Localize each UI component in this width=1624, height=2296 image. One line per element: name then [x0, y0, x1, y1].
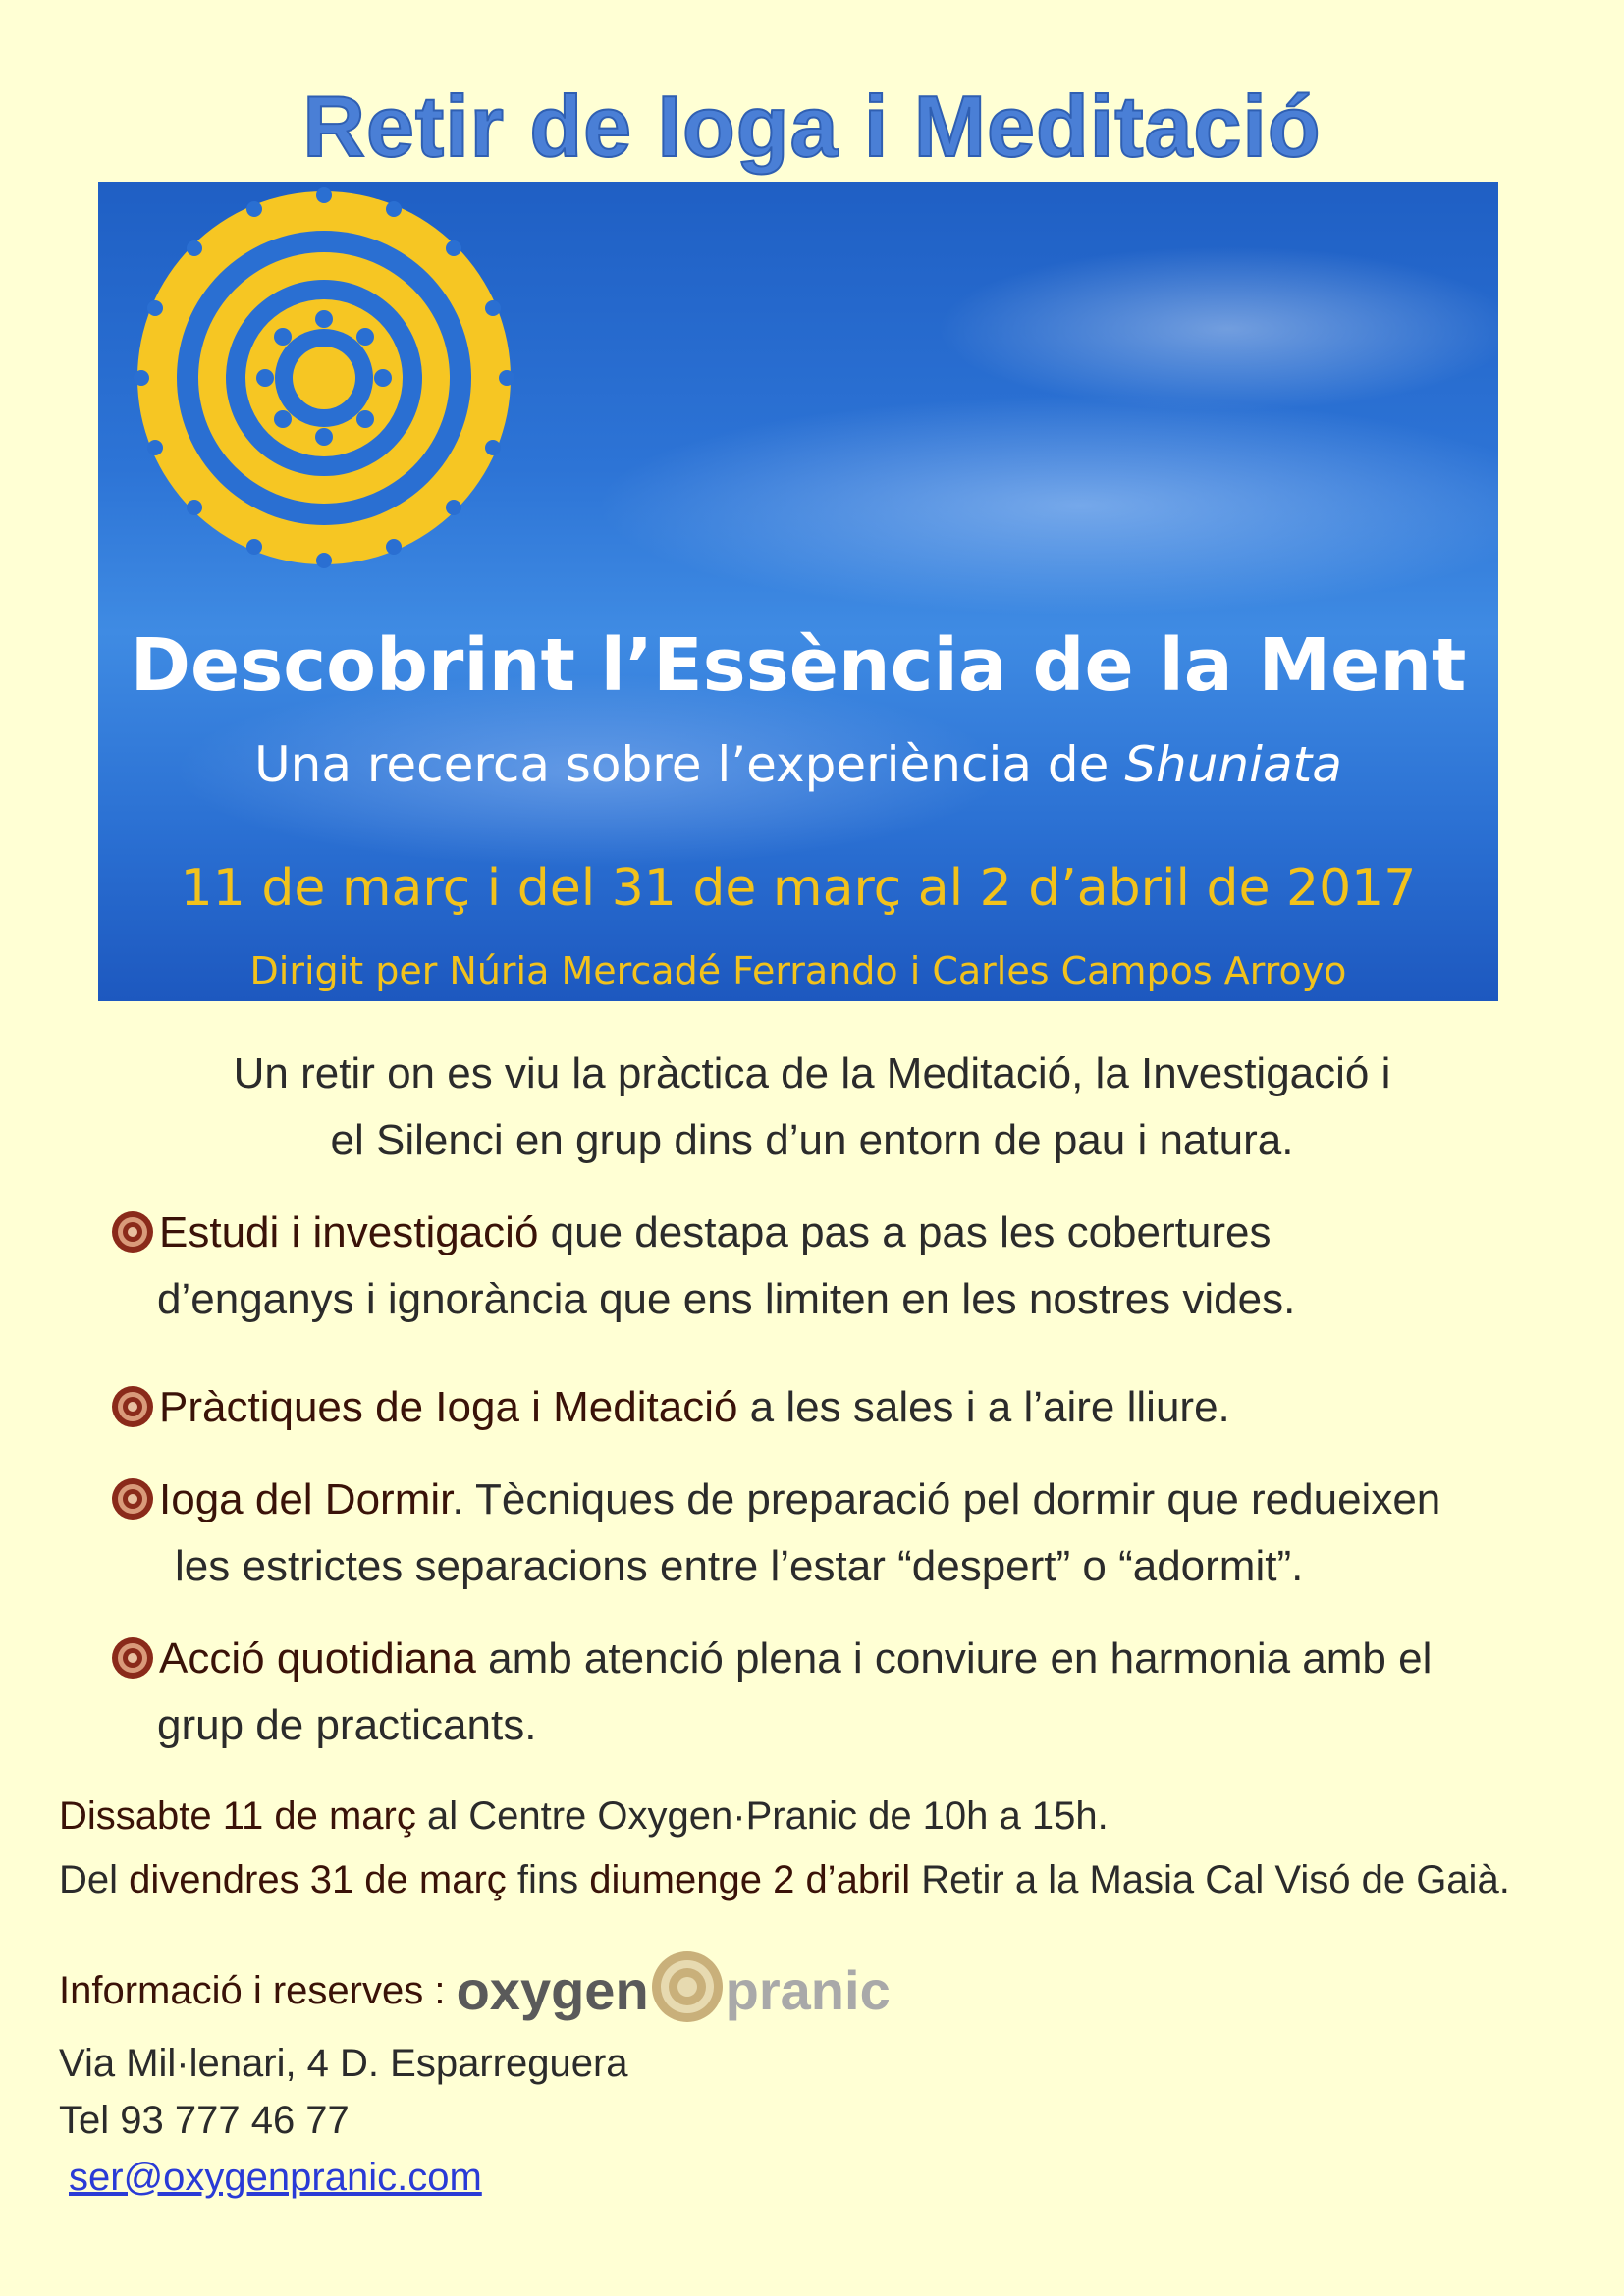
logo-oxygen-text: oxygen [456, 1959, 649, 2021]
oxygenpranic-logo [456, 1959, 891, 2021]
banner-dates: 11 de març i del 31 de març al 2 d’abril de 2017 [180, 859, 1417, 918]
bullet-item [110, 1626, 1563, 1759]
intro-paragraph [0, 1041, 1624, 1174]
mandala-bullet-icon [110, 1476, 155, 1522]
contact-address: Via Mil·lenari, 4 D. Esparreguera [59, 2042, 628, 2085]
schedule-text: Retir a la Masia Cal Visó de Gaià. [910, 1858, 1510, 1901]
banner-subtitle [98, 736, 1498, 793]
bullet-item [110, 1467, 1563, 1600]
logo-pranic-text: pranic [725, 1959, 891, 2021]
schedule-saturday [59, 1794, 1109, 1839]
bullet-text: les estrictes separacions entre l’estar “despert” o “adormit”. [175, 1542, 1304, 1590]
schedule-bold: divendres 31 de març [129, 1858, 507, 1901]
mandala-bullet-icon [110, 1635, 155, 1681]
bullet-text: grup de practicants. [157, 1701, 537, 1749]
email-text[interactable]: ser@oxygenpranic.com [69, 2156, 482, 2199]
schedule-text: al Centre Oxygen·Pranic de 10h a 15h. [415, 1794, 1109, 1838]
schedule-retreat [59, 1858, 1510, 1902]
bullet-text: a les sales i a l’aire lliure. [737, 1383, 1230, 1431]
bullet-text: que destapa pas a pas les cobertures [538, 1208, 1272, 1256]
bullet-item [110, 1200, 1563, 1333]
mandala-bullet-icon [110, 1209, 155, 1255]
schedule-text: Del [59, 1858, 130, 1901]
bullet-item [110, 1374, 1563, 1441]
bullet-text: amb atenció plena i conviure en harmonia amb el [475, 1634, 1433, 1682]
contact-email-link[interactable] [69, 2156, 482, 2200]
contact-header [59, 1949, 891, 2025]
banner-directed-by: Dirigit per Núria Mercadé Ferrando i Carles Campos Arroyo [249, 949, 1347, 992]
mandala-logo-icon [649, 1949, 726, 2025]
bullet-bold: Pràctiques de Ioga i Meditació [159, 1383, 738, 1431]
schedule-text: fins [506, 1858, 590, 1901]
contact-label: Informació i reserves : [59, 1969, 446, 2012]
intro-line: el Silenci en grup dins d’un entorn de pau i natura. [330, 1116, 1294, 1164]
banner-heading: Descobrint l’Essència de la Ment [130, 623, 1467, 708]
page-title: Retir de Ioga i Meditació [302, 78, 1322, 175]
bullet-bold: Acció quotidiana [159, 1634, 476, 1682]
bullet-bold: Ioga del Dormir [159, 1475, 453, 1523]
intro-line: Un retir on es viu la pràctica de la Meditació, la Investigació i [233, 1049, 1391, 1097]
bullet-text: . Tècniques de preparació pel dormir que redueixen [452, 1475, 1441, 1523]
banner-subtitle-text: Una recerca sobre l’experiència de [254, 736, 1125, 793]
schedule-bold: Dissabte 11 de març [59, 1794, 416, 1838]
mandala-icon [128, 182, 520, 574]
mandala-bullet-icon [110, 1384, 155, 1429]
contact-phone: Tel 93 777 46 77 [59, 2099, 350, 2142]
schedule-bold: diumenge 2 d’abril [589, 1858, 911, 1901]
bullet-text: d’enganys i ignorància que ens limiten en les nostres vides. [157, 1275, 1296, 1323]
banner-subtitle-italic: Shuniata [1124, 736, 1342, 793]
hero-banner [98, 182, 1498, 1001]
bullet-bold: Estudi i investigació [159, 1208, 539, 1256]
